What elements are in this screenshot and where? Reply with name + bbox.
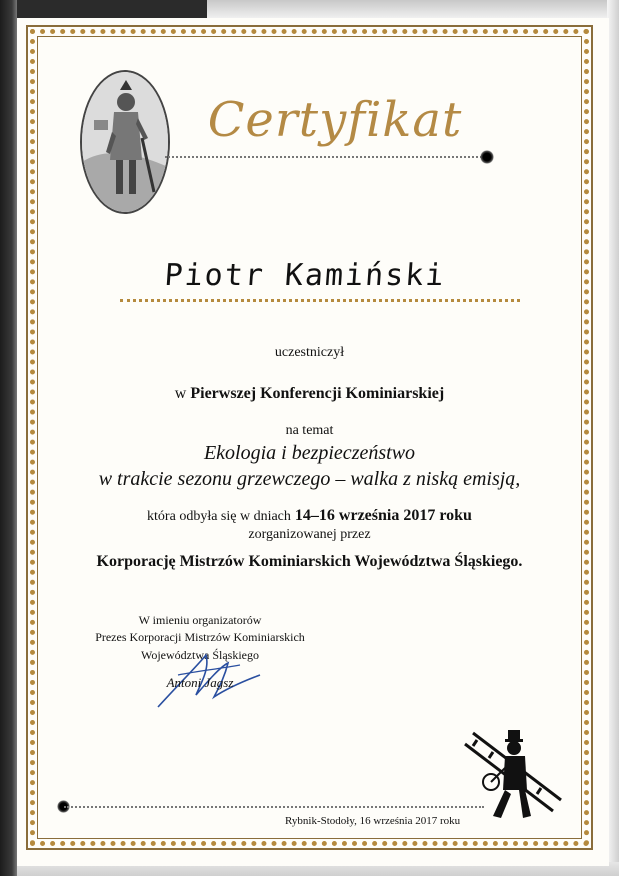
- chimney-sweep-ladder-icon: [463, 728, 563, 823]
- title-divider-dot: [480, 150, 494, 164]
- scan-edge-left: [0, 0, 17, 876]
- signature-line-1: W imieniu organizatorów: [138, 613, 262, 627]
- participated-label: uczestniczył: [274, 345, 345, 360]
- event-name: Pierwszej Konferencji Kominiarskiej: [190, 385, 445, 402]
- topic-line-1: Ekologia i bezpieczeństwo: [203, 442, 416, 464]
- dates-line: [37, 507, 582, 525]
- signer-name: Antoni Jagsz: [166, 675, 234, 690]
- dates-prefix: która odbyła się w dniach: [147, 509, 291, 524]
- footer-divider: [64, 806, 484, 808]
- scan-edge-top: [207, 0, 619, 18]
- recipient-name-underline: [120, 299, 520, 302]
- place-date: Rybnik-Stodoły, 16 września 2017 roku: [285, 815, 461, 827]
- signature-line-2: Prezes Korporacji Mistrzów Kominiarskich: [95, 630, 305, 644]
- topic-label: na temat: [285, 423, 334, 438]
- dates-value: 14–16 września 2017 roku: [294, 507, 472, 524]
- certificate-title: Certyfikat: [207, 92, 463, 148]
- title-divider: [165, 156, 485, 158]
- event-line: [37, 385, 582, 403]
- saint-florian-medallion-icon: [80, 70, 170, 214]
- recipient-name: Piotr Kamiński: [163, 258, 447, 293]
- organized-by-label: zorganizowanej przez: [248, 527, 371, 542]
- event-prefix: w: [174, 385, 187, 402]
- organizer-name: Korporację Mistrzów Kominiarskich Województwa Śląskiego.: [96, 553, 523, 570]
- topic-line-2: w trakcie sezonu grzewczego – walka z niską emisją,: [98, 468, 521, 490]
- signature-line-3: Województwa Śląskiego: [140, 648, 259, 662]
